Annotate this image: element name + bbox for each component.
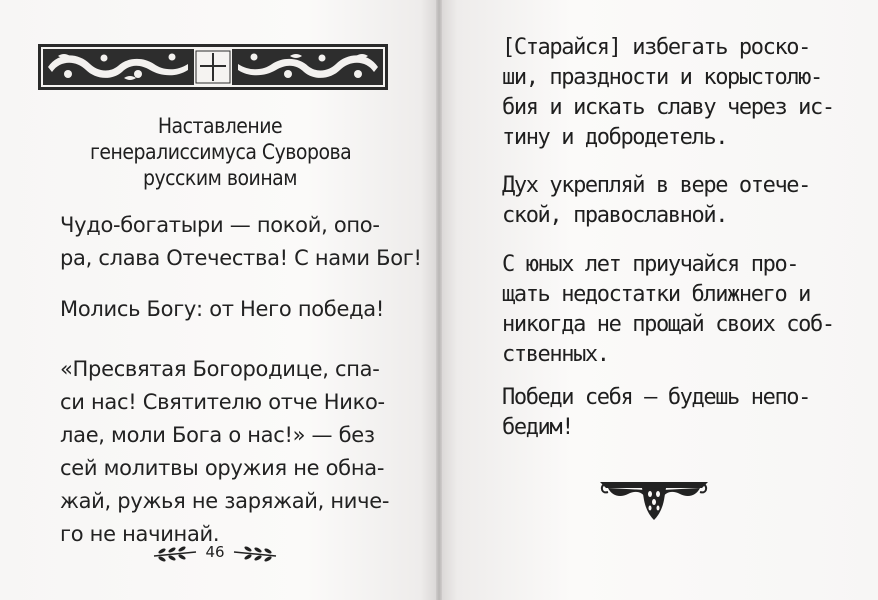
text-line: бия и искать славу через ис- bbox=[502, 95, 834, 120]
laurel-branch-icon bbox=[232, 544, 280, 562]
text-line: никогда не прощай своих соб- bbox=[502, 312, 834, 337]
page-footer bbox=[150, 540, 280, 566]
text-line: ской, православной. bbox=[502, 203, 728, 228]
text-line: С юных лет приучайся про- bbox=[502, 252, 799, 277]
heading-line: Наставление bbox=[157, 114, 283, 138]
text-line: лае, моли Бога о нас!» — без bbox=[60, 423, 375, 447]
text-line: ственных. bbox=[502, 342, 609, 367]
text-line: жай, ружья не заряжай, ниче- bbox=[60, 489, 390, 513]
heading-line: генералиссимуса Суворова bbox=[90, 140, 352, 164]
text-line: [Старайся] избегать роско- bbox=[502, 35, 810, 60]
text-line: си нас! Святителю отче Нико- bbox=[60, 390, 385, 414]
text-line: ра, слава Отечества! С нами Бог! bbox=[60, 246, 422, 270]
text-line: бедим! bbox=[502, 415, 574, 440]
text-line: Победи себя — будешь непо- bbox=[502, 385, 810, 410]
text-line: Чудо-богатыри — покой, опо- bbox=[60, 213, 380, 237]
text-line: Дух укрепляй в вере отече- bbox=[502, 173, 810, 198]
floral-ornament-band bbox=[38, 44, 388, 90]
text-line: сей молитвы оружия не обна- bbox=[60, 456, 385, 480]
paragraph-right-2 bbox=[502, 171, 832, 231]
text-line: Молись Богу: от Него победа! bbox=[60, 297, 384, 321]
book-gutter bbox=[436, 0, 442, 600]
text-line: го не начинай. bbox=[60, 522, 220, 546]
paragraph-right-3 bbox=[502, 250, 832, 370]
text-line: щать недостатки ближнего и bbox=[502, 282, 810, 307]
paragraph-left-2 bbox=[60, 293, 390, 326]
paragraph-left-3 bbox=[60, 353, 390, 551]
text-line: ши, праздности и корыстолю- bbox=[502, 65, 822, 90]
end-ornament bbox=[598, 478, 710, 522]
page-number: 46 bbox=[205, 543, 225, 561]
paragraph-left-1 bbox=[60, 209, 422, 275]
text-line: «Пресвятая Богородице, спа- bbox=[60, 357, 380, 381]
paragraph-right-1 bbox=[502, 33, 832, 153]
text-line: тину и добродетель. bbox=[502, 125, 728, 150]
laurel-branch-icon bbox=[150, 544, 198, 562]
page-heading bbox=[90, 113, 350, 191]
paragraph-right-4 bbox=[502, 383, 832, 443]
heading-line: русским воинам bbox=[142, 166, 298, 190]
